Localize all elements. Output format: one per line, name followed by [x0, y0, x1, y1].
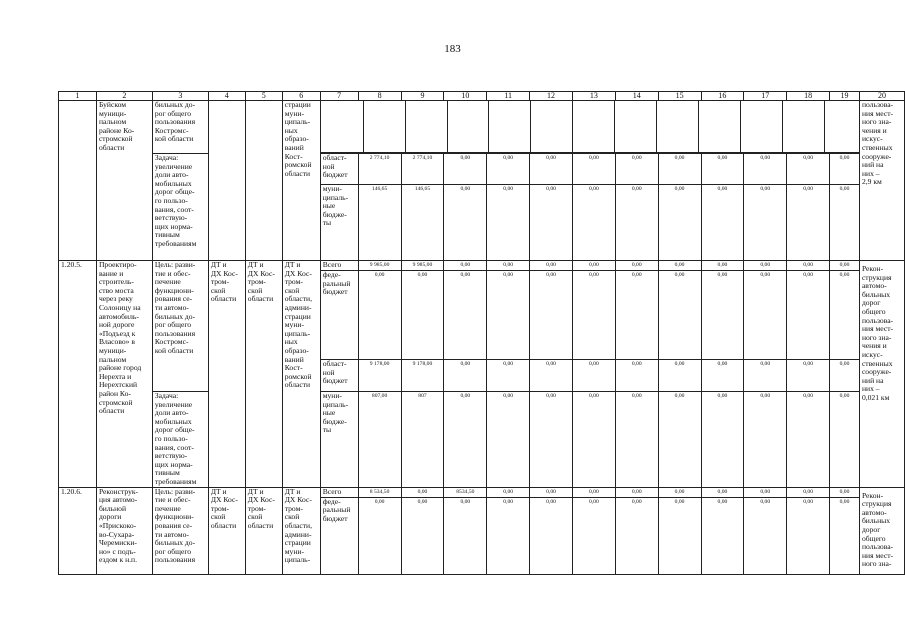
goal-cell: Цель: разви- тие и обес- печение функциони- рования се- ти автомо- бильных до- рог общего пользования: [152, 487, 208, 574]
value-cell: 0,00: [787, 360, 830, 392]
value-cell: 0,00: [658, 497, 701, 574]
value-cell: 0,00: [487, 497, 530, 574]
col-header: 11: [487, 92, 530, 101]
value-cell: 0,00: [701, 360, 744, 392]
value-cell: 0,00: [487, 392, 530, 488]
value-cell: 0,00: [615, 360, 658, 392]
value-cell: 0,00: [530, 154, 573, 185]
task-cell: Задача: увеличение доли авто- мобильных дорог обще- го пользо- вания, соот- ветствую- щих норма- тивным требованиям: [152, 154, 208, 261]
funding-source-cell: Всего: [320, 487, 358, 497]
value-cell: 0,00: [487, 185, 530, 261]
value-cell: 0,00: [658, 392, 701, 488]
value-cell: 0,00: [830, 271, 860, 360]
value-cell: 807,00: [358, 392, 401, 488]
item-number-cell: [59, 101, 97, 261]
value-cell: 0,00: [830, 392, 860, 488]
value-cell: 0,00: [487, 261, 530, 271]
value-cell: 0,00: [572, 497, 615, 574]
value-cell: 0,00: [444, 360, 487, 392]
value-cell: 0,00: [787, 154, 830, 185]
executor-cell: ДТ и ДХ Кос- тром- ской области: [208, 261, 245, 488]
col-header: 10: [444, 92, 487, 101]
value-cell: 0,00: [401, 497, 444, 574]
value-cell: 9 985,00: [358, 261, 401, 271]
item-number-cell: 1.20.5.: [59, 261, 97, 488]
col-header: 17: [744, 92, 787, 101]
value-cell: 0,00: [572, 360, 615, 392]
coexecutor-cell: ДТ и ДХ Кос- тром- ской области: [245, 487, 282, 574]
value-cell: 0,00: [444, 154, 487, 185]
col-header: 8: [358, 92, 401, 101]
funding-source-cell: област- ной бюджет: [320, 154, 358, 185]
value-cell: 0,00: [787, 271, 830, 360]
value-cell: 0,00: [401, 271, 444, 360]
value-cell: 9 178,00: [358, 360, 401, 392]
goal-cell: Цель: разви- тие и обес- печение функциони- рования се- ти автомо- бильных до- рог общего пользования Костромс- кой области: [152, 261, 208, 392]
value-cell: 0,00: [744, 360, 787, 392]
value-cell: 0,00: [787, 185, 830, 261]
coexecutor-cell: ДТ и ДХ Кос- тром- ской области: [245, 261, 282, 488]
value-cell: 0,00: [658, 360, 701, 392]
item-name-cell: Реконструк- ция автомо- бильной дороги «Прискоко- во-Сухара- Черемиски- но» с подъ- ездом к н.п.: [96, 487, 152, 574]
value-cell: 0,00: [487, 360, 530, 392]
col-header: 6: [282, 92, 320, 101]
value-cell: 0,00: [615, 497, 658, 574]
value-cell: 0,00: [615, 392, 658, 488]
value-cell: 0,00: [744, 185, 787, 261]
participant-cell: ДТ и ДХ Кос- тром- ской области, админи- страции муни- ципаль-: [282, 487, 320, 574]
col-header: 1: [59, 92, 97, 101]
value-cell: 0,00: [658, 154, 701, 185]
value-cell: 146,65: [358, 185, 401, 261]
item-number-cell: 1.20.6.: [59, 487, 97, 574]
value-cell: 0,00: [744, 154, 787, 185]
value-cell: 0,00: [701, 261, 744, 271]
value-cell: 2 774,10: [358, 154, 401, 185]
participant-cell: ДТ и ДХ Кос- тром- ской области, админи- страции муни- ципаль- ных образо- ваний Кост- ромской области: [282, 261, 320, 488]
value-cell: 0,00: [701, 392, 744, 488]
col-header: 16: [701, 92, 744, 101]
value-cell: 0,00: [530, 497, 573, 574]
value-cell: 9 985,00: [401, 261, 444, 271]
value-cell: 0,00: [830, 154, 860, 185]
value-cell: 146,65: [401, 185, 444, 261]
value-cell: 0,00: [787, 261, 830, 271]
table-row: [59, 101, 905, 154]
value-cell: 0,00: [530, 487, 573, 497]
value-cell: 0,00: [530, 261, 573, 271]
funding-source-cell: Всего: [320, 261, 358, 271]
value-cell: 0,00: [358, 497, 401, 574]
col-header: 19: [830, 92, 860, 101]
value-cell: 0,00: [572, 185, 615, 261]
col-header: 7: [320, 92, 358, 101]
col-header: 2: [96, 92, 152, 101]
value-cell: 0,00: [530, 360, 573, 392]
value-cell: 0,00: [444, 497, 487, 574]
value-cell: 0,00: [615, 487, 658, 497]
value-cell: 0,00: [744, 261, 787, 271]
value-cell: 9 178,00: [401, 360, 444, 392]
value-cell: 0,00: [444, 185, 487, 261]
value-cell: 0,00: [701, 154, 744, 185]
value-cell: 0,00: [530, 271, 573, 360]
value-cell: 0,00: [658, 487, 701, 497]
value-cell: 0,00: [658, 261, 701, 271]
col-header: 18: [787, 92, 830, 101]
col-header: 3: [152, 92, 208, 101]
value-cell: 0,00: [787, 392, 830, 488]
column-number-row: [59, 92, 905, 101]
col-header: 5: [245, 92, 282, 101]
value-cell: 2 774,10: [401, 154, 444, 185]
value-cell: 0,00: [530, 185, 573, 261]
table-row: [59, 392, 905, 488]
task-cell: Задача: увеличение доли авто- мобильных дорог обще- го пользо- вания, соот- ветствую- щих норма- тивным требованиям: [152, 392, 208, 488]
value-cell: 807: [401, 392, 444, 488]
coexecutor-cell: [245, 101, 282, 261]
col-header: 4: [208, 92, 245, 101]
value-cell: 8534,50: [444, 487, 487, 497]
col-header: 14: [615, 92, 658, 101]
value-cell: 0,00: [615, 261, 658, 271]
value-cell: 0,00: [658, 271, 701, 360]
value-cell: 0,00: [830, 261, 860, 271]
value-cell: 0,00: [401, 487, 444, 497]
value-cell: 0,00: [444, 392, 487, 488]
value-cell: 8 534,50: [358, 487, 401, 497]
result-cell: пользова- ния мест- ного зна- чения и искус- ственных сооруже- ний на них – 2,9 км: [859, 101, 904, 261]
value-cell: 0,00: [572, 487, 615, 497]
value-cell: 0,00: [658, 185, 701, 261]
value-cell: 0,00: [744, 497, 787, 574]
item-name-cell: Проектиро- вание и строитель- ство моста через реку Солоницу на автомобиль- ной дороге «Подъезд к Власово» в муници- пальном районе город Нерехта и Нерехтский район Ко- стромской области: [96, 261, 152, 488]
executor-cell: ДТ и ДХ Кос- тром- ской области: [208, 487, 245, 574]
value-cell: 0,00: [615, 271, 658, 360]
value-cell: 0,00: [615, 154, 658, 185]
funding-source-cell: област- ной бюджет: [320, 360, 358, 392]
funding-source-cell: муни- ципаль- ные бюдже- ты: [320, 185, 358, 261]
page-number: 183: [444, 43, 461, 55]
value-cell: 0,00: [530, 392, 573, 488]
table-row: [59, 261, 905, 271]
value-cell: 0,00: [487, 271, 530, 360]
value-cell: 0,00: [787, 497, 830, 574]
value-cell: 0,00: [787, 487, 830, 497]
value-cell: 0,00: [830, 487, 860, 497]
funding-source-cell: муни- ципаль- ные бюдже- ты: [320, 392, 358, 488]
executor-cell: [208, 101, 245, 261]
value-cell: 0,00: [830, 497, 860, 574]
value-cell: 0,00: [487, 154, 530, 185]
value-cell: 0,00: [701, 497, 744, 574]
value-cell: 0,00: [444, 271, 487, 360]
result-cell: Рекон- струкция автомо- бильных дорог общего пользова- ния мест- ного зна-: [859, 487, 904, 574]
col-header: 13: [572, 92, 615, 101]
col-header: 12: [530, 92, 573, 101]
goal-cell: бильных до- рог общего пользования Костромс- кой области: [152, 101, 208, 154]
empty-grid: [321, 101, 859, 153]
result-cell: Рекон- струкция автомо- бильных дорог общего пользова- ния мест- ного зна- чения и искус- ственных сооруже- ний на них – 0,021 км: [859, 261, 904, 488]
col-header: 9: [401, 92, 444, 101]
value-cell: 0,00: [358, 271, 401, 360]
funding-source-cell: феде- ральный бюджет: [320, 497, 358, 574]
funding-source-cell: феде- ральный бюджет: [320, 271, 358, 360]
value-cell: 0,00: [572, 271, 615, 360]
col-header: 15: [658, 92, 701, 101]
value-cell: 0,00: [572, 154, 615, 185]
value-cell: 0,00: [830, 185, 860, 261]
value-cell: 0,00: [615, 185, 658, 261]
value-cell: 0,00: [701, 487, 744, 497]
table-row: [59, 487, 905, 497]
value-cell: 0,00: [487, 487, 530, 497]
value-cell: 0,00: [572, 261, 615, 271]
value-cell: 0,00: [830, 360, 860, 392]
value-cell: 0,00: [744, 392, 787, 488]
value-cell: 0,00: [744, 487, 787, 497]
participant-cell: страции муни- ципаль- ных образо- ваний Кост- ромской области: [282, 101, 320, 261]
col-header: 20: [859, 92, 904, 101]
budget-table: [58, 91, 905, 575]
value-cell: 0,00: [444, 261, 487, 271]
value-cell: 0,00: [701, 271, 744, 360]
value-cell: 0,00: [572, 392, 615, 488]
table-row: [59, 154, 905, 185]
value-cell: 0,00: [744, 271, 787, 360]
value-cell: 0,00: [701, 185, 744, 261]
item-name-cell: Буйском муници- пальном районе Ко- стромской области: [96, 101, 152, 261]
